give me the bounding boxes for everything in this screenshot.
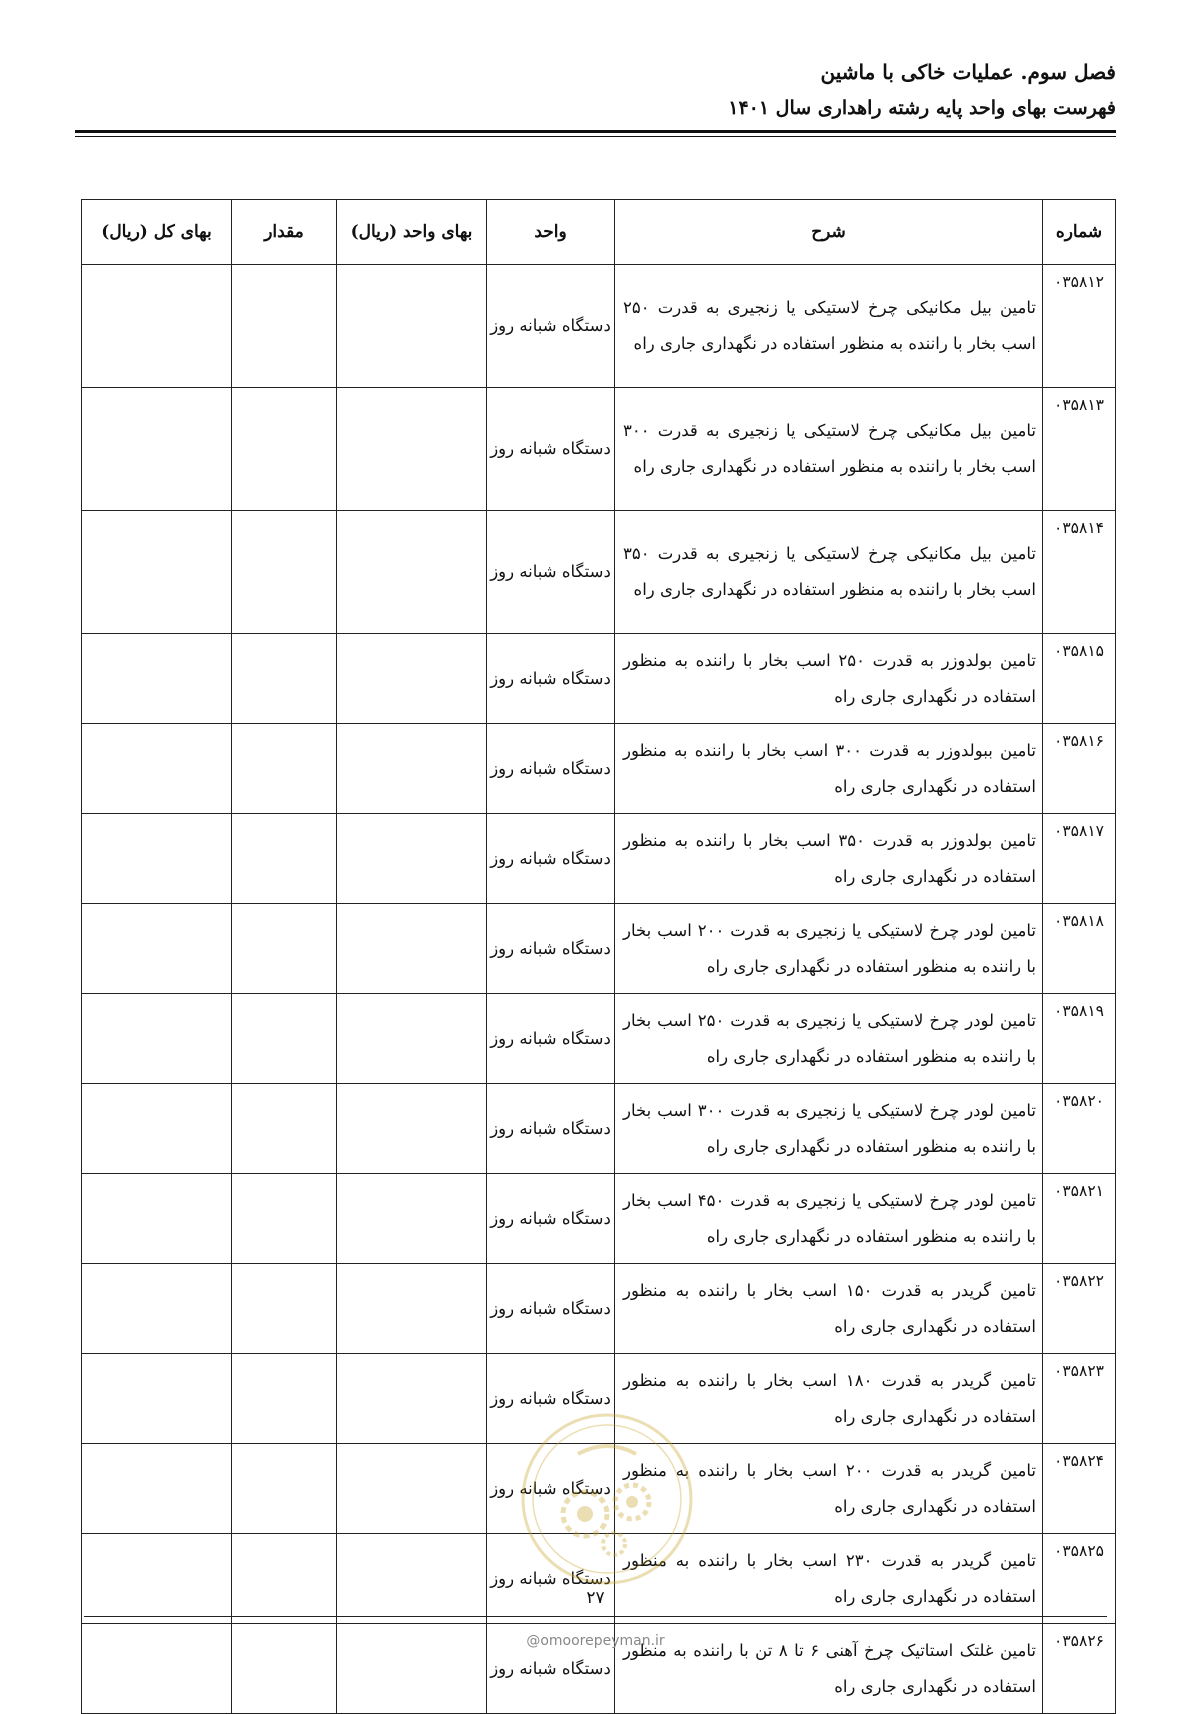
- total-price-cell: [82, 724, 232, 814]
- quantity-cell: [232, 1174, 337, 1264]
- unit-price-cell: [337, 1084, 487, 1174]
- quantity-cell: [232, 1354, 337, 1444]
- table-row: [82, 265, 1116, 388]
- table-row: [82, 634, 1116, 724]
- column-header-unit: واحد: [487, 200, 615, 265]
- quantity-cell: [232, 1084, 337, 1174]
- page-header: [728, 58, 1116, 122]
- item-number: ۰۳۵۸۲۶: [1043, 1624, 1116, 1714]
- item-number: ۰۳۵۸۱۸: [1043, 904, 1116, 994]
- item-number: ۰۳۵۸۲۲: [1043, 1264, 1116, 1354]
- quantity-cell: [232, 994, 337, 1084]
- item-unit: دستگاه شبانه روز: [487, 511, 615, 634]
- unit-price-cell: [337, 1264, 487, 1354]
- table-row: [82, 1174, 1116, 1264]
- total-price-cell: [82, 904, 232, 994]
- item-unit: دستگاه شبانه روز: [487, 1084, 615, 1174]
- total-price-cell: [82, 1264, 232, 1354]
- table-row: [82, 1264, 1116, 1354]
- total-price-cell: [82, 1174, 232, 1264]
- item-number: ۰۳۵۸۲۰: [1043, 1084, 1116, 1174]
- quantity-cell: [232, 388, 337, 511]
- column-header-unit-price: بهای واحد (ریال): [337, 200, 487, 265]
- chapter-title: فصل سوم. عملیات خاکی با ماشین: [820, 60, 1116, 84]
- quantity-cell: [232, 814, 337, 904]
- item-number: ۰۳۵۸۱۲: [1043, 265, 1116, 388]
- quantity-cell: [232, 1534, 337, 1624]
- item-unit: دستگاه شبانه روز: [487, 904, 615, 994]
- total-price-cell: [82, 1354, 232, 1444]
- item-number: ۰۳۵۸۱۷: [1043, 814, 1116, 904]
- unit-price-cell: [337, 904, 487, 994]
- item-number: ۰۳۵۸۲۳: [1043, 1354, 1116, 1444]
- total-price-cell: [82, 511, 232, 634]
- quantity-cell: [232, 904, 337, 994]
- unit-price-cell: [337, 511, 487, 634]
- item-description: تامین ببولدوزر به قدرت ۳۰۰ اسب بخار با راننده به منظور استفاده در نگهداری جاری راه: [615, 724, 1043, 814]
- item-number: ۰۳۵۸۲۵: [1043, 1534, 1116, 1624]
- item-description: تامین لودر چرخ لاستیکی یا زنجیری به قدرت ۲۰۰ اسب بخار با راننده به منظور استفاده در نگهداری جاری راه: [615, 904, 1043, 994]
- quantity-cell: [232, 724, 337, 814]
- item-description: تامین گریدر به قدرت ۲۰۰ اسب بخار با راننده به منظور استفاده در نگهداری جاری راه: [615, 1444, 1043, 1534]
- header-divider-thick: [75, 130, 1116, 133]
- total-price-cell: [82, 634, 232, 724]
- item-unit: دستگاه شبانه روز: [487, 1534, 615, 1624]
- footer-divider: [84, 1616, 1107, 1617]
- item-number: ۰۳۵۸۲۴: [1043, 1444, 1116, 1534]
- item-unit: دستگاه شبانه روز: [487, 994, 615, 1084]
- total-price-cell: [82, 1084, 232, 1174]
- unit-price-cell: [337, 1354, 487, 1444]
- header-divider-thin: [75, 136, 1116, 137]
- watermark-seal-icon: [518, 1410, 696, 1588]
- item-number: ۰۳۵۸۱۴: [1043, 511, 1116, 634]
- table-header-row: [82, 200, 1116, 265]
- item-unit: دستگاه شبانه روز: [487, 724, 615, 814]
- item-unit: دستگاه شبانه روز: [487, 388, 615, 511]
- total-price-cell: [82, 265, 232, 388]
- item-unit: دستگاه شبانه روز: [487, 1174, 615, 1264]
- table-row: [82, 724, 1116, 814]
- quantity-cell: [232, 265, 337, 388]
- website-watermark: @omoorepeyman.ir: [526, 1633, 665, 1649]
- total-price-cell: [82, 814, 232, 904]
- item-number: ۰۳۵۸۱۶: [1043, 724, 1116, 814]
- quantity-cell: [232, 511, 337, 634]
- document-subtitle: فهرست بهای واحد پایه رشته راهداری سال ۱۴۰۱: [728, 97, 1116, 119]
- item-description: تامین بیل مکانیکی چرخ لاستیکی یا زنجیری به قدرت ۳۵۰ اسب بخار با راننده به منظور استفاده در نگهداری جاری راه: [615, 511, 1043, 634]
- unit-price-cell: [337, 724, 487, 814]
- table-row: [82, 388, 1116, 511]
- unit-price-cell: [337, 388, 487, 511]
- unit-price-cell: [337, 634, 487, 724]
- page-number: ۲۷: [586, 1588, 605, 1608]
- table-row: [82, 904, 1116, 994]
- total-price-cell: [82, 1444, 232, 1534]
- item-unit: دستگاه شبانه روز: [487, 1264, 615, 1354]
- item-description: تامین لودر چرخ لاستیکی یا زنجیری به قدرت ۲۵۰ اسب بخار با راننده به منظور استفاده در نگهداری جاری راه: [615, 994, 1043, 1084]
- item-description: تامین غلتک استاتیک چرخ آهنی ۶ تا ۸ تن با راننده به منظور استفاده در نگهداری جاری راه: [615, 1624, 1043, 1714]
- item-unit: دستگاه شبانه روز: [487, 1354, 615, 1444]
- quantity-cell: [232, 1444, 337, 1534]
- item-description: تامین بیل مکانیکی چرخ لاستیکی یا زنجیری به قدرت ۳۰۰ اسب بخار با راننده به منظور استفاده در نگهداری جاری راه: [615, 388, 1043, 511]
- item-description: تامین بولدوزر به قدرت ۲۵۰ اسب بخار با راننده به منظور استفاده در نگهداری جاری راه: [615, 634, 1043, 724]
- total-price-cell: [82, 388, 232, 511]
- item-number: ۰۳۵۸۱۹: [1043, 994, 1116, 1084]
- item-unit: دستگاه شبانه روز: [487, 1444, 615, 1534]
- total-price-cell: [82, 994, 232, 1084]
- item-unit: دستگاه شبانه روز: [487, 265, 615, 388]
- unit-price-cell: [337, 1444, 487, 1534]
- item-number: ۰۳۵۸۲۱: [1043, 1174, 1116, 1264]
- item-description: تامین لودر چرخ لاستیکی یا زنجیری به قدرت ۳۰۰ اسب بخار با راننده به منظور استفاده در نگهداری جاری راه: [615, 1084, 1043, 1174]
- item-description: تامین گریدر به قدرت ۲۳۰ اسب بخار با راننده به منظور استفاده در نگهداری جاری راه: [615, 1534, 1043, 1624]
- unit-price-cell: [337, 265, 487, 388]
- item-description: تامین لودر چرخ لاستیکی یا زنجیری به قدرت ۴۵۰ اسب بخار با راننده به منظور استفاده در نگهداری جاری راه: [615, 1174, 1043, 1264]
- item-unit: دستگاه شبانه روز: [487, 1624, 615, 1714]
- quantity-cell: [232, 1264, 337, 1354]
- unit-price-cell: [337, 994, 487, 1084]
- column-header-number: شماره: [1043, 200, 1116, 265]
- item-description: تامین گریدر به قدرت ۱۸۰ اسب بخار با راننده به منظور استفاده در نگهداری جاری راه: [615, 1354, 1043, 1444]
- column-header-description: شرح: [615, 200, 1043, 265]
- unit-price-cell: [337, 814, 487, 904]
- unit-price-cell: [337, 1174, 487, 1264]
- unit-price-cell: [337, 1534, 487, 1624]
- total-price-cell: [82, 1534, 232, 1624]
- table-row: [82, 994, 1116, 1084]
- table-row: [82, 1084, 1116, 1174]
- quantity-cell: [232, 634, 337, 724]
- item-description: تامین بیل مکانیکی چرخ لاستیکی یا زنجیری به قدرت ۲۵۰ اسب بخار با راننده به منظور استفاده در نگهداری جاری راه: [615, 265, 1043, 388]
- table-row: [82, 814, 1116, 904]
- item-number: ۰۳۵۸۱۵: [1043, 634, 1116, 724]
- item-description: تامین گریدر به قدرت ۱۵۰ اسب بخار با راننده به منظور استفاده در نگهداری جاری راه: [615, 1264, 1043, 1354]
- item-number: ۰۳۵۸۱۳: [1043, 388, 1116, 511]
- item-description: تامین بولدوزر به قدرت ۳۵۰ اسب بخار با راننده به منظور استفاده در نگهداری جاری راه: [615, 814, 1043, 904]
- item-unit: دستگاه شبانه روز: [487, 634, 615, 724]
- item-unit: دستگاه شبانه روز: [487, 814, 615, 904]
- table-row: [82, 511, 1116, 634]
- column-header-quantity: مقدار: [232, 200, 337, 265]
- column-header-total-price: بهای کل (ریال): [82, 200, 232, 265]
